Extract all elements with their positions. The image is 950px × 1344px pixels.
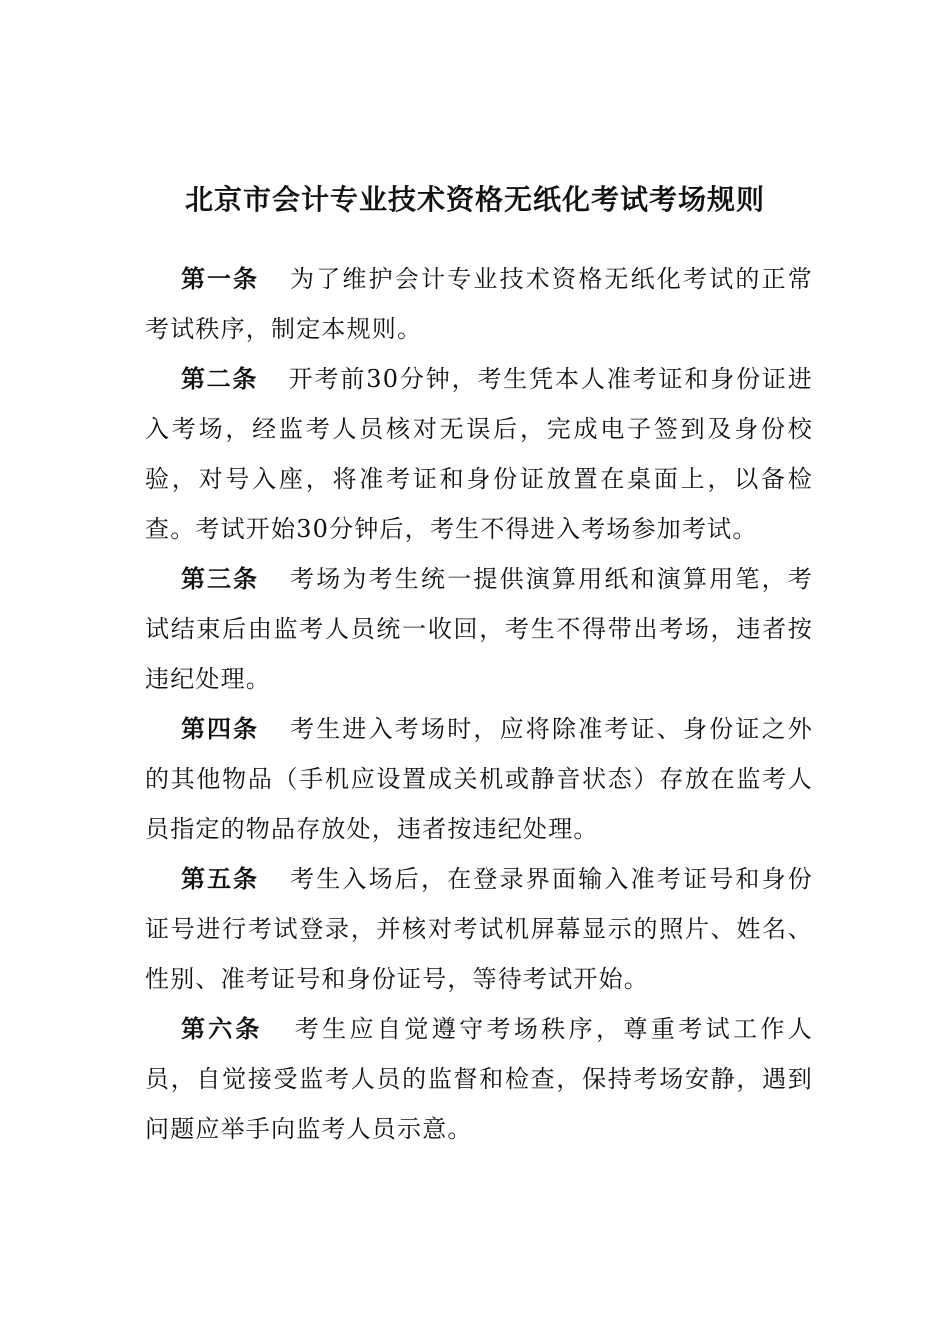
article-text: 考生应自觉遵守考场秩序，尊重考试工作人员，自觉接受监考人员的监督和检查，保持考场安静，遇到问题应举手向监考人员示意。: [145, 1015, 813, 1143]
article-label: 第六条: [181, 1015, 263, 1043]
document-body: [145, 254, 813, 1154]
article-2: [145, 354, 813, 554]
article-label: 第二条: [181, 365, 258, 393]
article-label: 第一条: [181, 265, 259, 293]
article-text: 考生入场后，在登录界面输入准考证号和身份证号进行考试登录，并核对考试机屏幕显示的照片、姓名、性别、准考证号和身份证号，等待考试开始。: [145, 865, 813, 993]
article-6: [145, 1004, 813, 1154]
document-title: 北京市会计专业技术资格无纸化考试考场规则: [184, 183, 765, 216]
article-1: [145, 254, 813, 354]
article-text: 考场为考生统一提供演算用纸和演算用笔，考试结束后由监考人员统一收回，考生不得带出考场，违者按违纪处理。: [145, 565, 813, 693]
article-5: [145, 854, 813, 1004]
article-text: 为了维护会计专业技术资格无纸化考试的正常考试秩序，制定本规则。: [145, 265, 813, 343]
article-label: 第三条: [181, 565, 259, 593]
article-label: 第四条: [181, 715, 259, 743]
article-4: [145, 704, 813, 854]
article-text: 开考前30分钟，考生凭本人准考证和身份证进入考场，经监考人员核对无误后，完成电子签到及身份校验，对号入座，将准考证和身份证放置在桌面上，以备检查。考试开始30分钟后，考生不得进入考场参加考试。: [145, 365, 813, 543]
article-3: [145, 554, 813, 704]
article-text: 考生进入考场时，应将除准考证、身份证之外的其他物品（手机应设置成关机或静音状态）存放在监考人员指定的物品存放处，违者按违纪处理。: [145, 715, 813, 843]
article-label: 第五条: [181, 865, 259, 893]
